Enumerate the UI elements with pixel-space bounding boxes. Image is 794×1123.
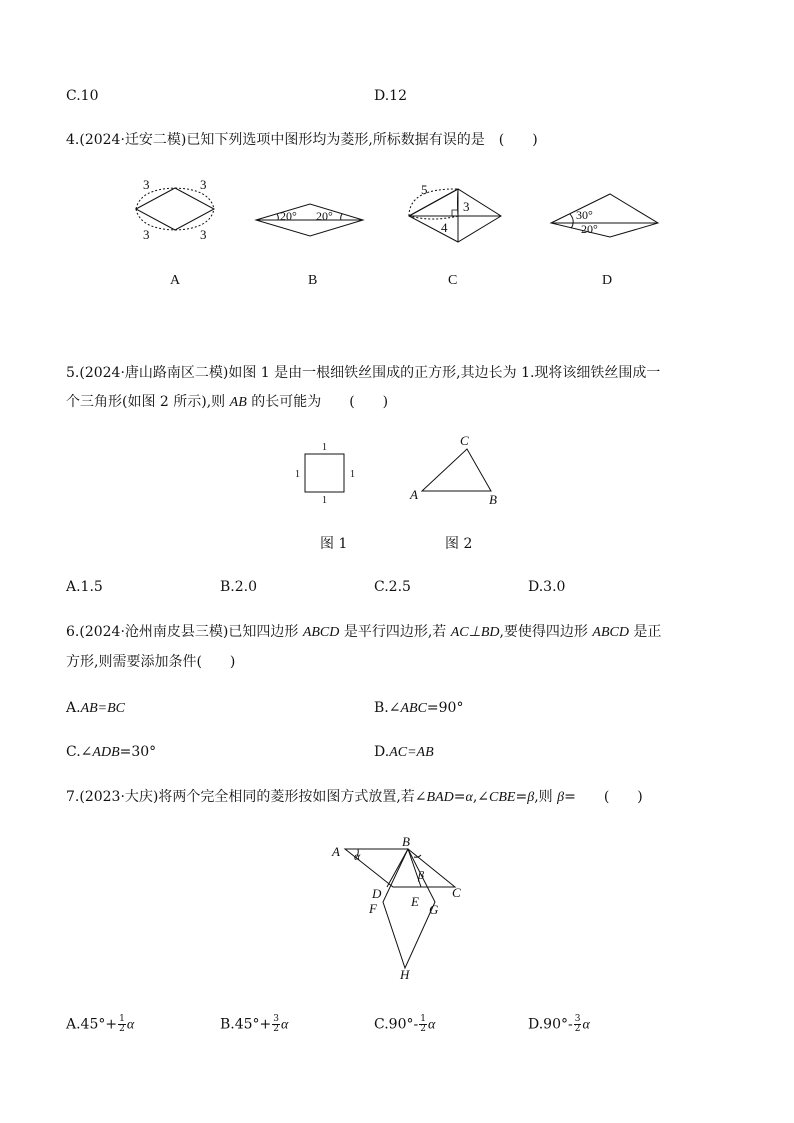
q7-angle-alpha: α (354, 849, 361, 863)
q6-option-a[interactable]: A.AB=BC (66, 700, 126, 716)
q6-option-b[interactable]: B.∠ABC=90° (374, 700, 464, 716)
q4-figure-d (548, 191, 663, 241)
q5-option-a[interactable]: A.1.5 (66, 579, 103, 595)
q4-figure-c (403, 178, 508, 248)
q4c-label-3: 3 (463, 199, 470, 214)
q5-option-d[interactable]: D.3.0 (528, 579, 566, 595)
q5-caption-fig1: 图 1 (320, 536, 348, 552)
q7-point-f: F (369, 901, 377, 916)
q6-option-d[interactable]: D.AC=AB (374, 744, 434, 760)
q7-option-a[interactable]: A.45°+ $\frac{1}{2}$ α (66, 1014, 135, 1034)
q4-caption-d: D (602, 273, 613, 288)
q7-angle-beta: β (418, 868, 424, 882)
q4b-angle-1: 20° (280, 209, 297, 223)
q5-vertex-b: B (489, 492, 497, 507)
q7-option-c[interactable]: C.90°- $\frac{1}{2}$ α (374, 1014, 436, 1034)
q7-point-e: E (411, 894, 419, 909)
q4a-label-4: 3 (200, 227, 207, 242)
q4c-label-4: 4 (441, 220, 448, 235)
q4a-label-3: 3 (143, 227, 150, 242)
q6-stem-line2: 方形,则需要添加条件( ) (66, 654, 236, 670)
option-d-prev: D.12 (374, 88, 407, 104)
q4-stem: 4.(2024·迁安二模)已知下列选项中图形均为菱形,所标数据有误的是 ( ) (66, 132, 538, 148)
q4-caption-b: B (308, 273, 318, 288)
option-c-prev: C.10 (66, 88, 99, 104)
q5-stem-line2: 个三角形(如图 2 所示),则 AB 的长可能为 ( ) (66, 394, 389, 410)
q4c-label-5: 5 (421, 182, 428, 197)
q4d-angle-20: 20° (581, 222, 598, 236)
q4b-angle-2: 20° (316, 209, 333, 223)
q4-figure-b (253, 193, 368, 243)
q5-square-right: 1 (350, 469, 355, 480)
q5-caption-fig2: 图 2 (445, 536, 473, 552)
q7-option-b[interactable]: B.45°+ $\frac{3}{2}$ α (220, 1014, 289, 1034)
q6-stem-line1: 6.(2024·沧州南皮县三模)已知四边形 ABCD 是平行四边形,若 AC⊥BD,要使得四边形 ABCD 是正 (66, 624, 662, 640)
q5-vertex-c: C (460, 433, 469, 448)
q6-option-c[interactable]: C.∠ADB=30° (66, 744, 157, 760)
q7-stem: 7.(2023·大庆)将两个完全相同的菱形按如图方式放置,若∠BAD=α,∠CBE=β,则 β= ( ) (66, 789, 643, 805)
q7-point-h: H (400, 967, 410, 982)
q5-option-b[interactable]: B.2.0 (220, 579, 258, 595)
q4a-label-1: 3 (143, 177, 150, 192)
q5-option-c[interactable]: C.2.5 (374, 579, 411, 595)
q7-point-b: B (402, 834, 410, 849)
q4-caption-a: A (170, 273, 181, 288)
q7-point-d: D (372, 886, 382, 901)
q5-figure-2-triangle (405, 430, 505, 510)
q5-vertex-a: A (410, 487, 418, 502)
q5-square-top: 1 (322, 442, 327, 453)
q5-square-left: 1 (295, 469, 300, 480)
q7-point-a: A (332, 844, 340, 859)
q7-point-c: C (452, 885, 461, 900)
q5-figure-1-square (290, 440, 360, 505)
q7-figure-rhombi (325, 832, 475, 982)
q7-option-d[interactable]: D.90°- $\frac{3}{2}$ α (528, 1014, 590, 1034)
q5-stem-line1: 5.(2024·唐山路南区二模)如图 1 是由一根细铁丝围成的正方形,其边长为 1.现将该细铁丝围成一 (66, 365, 661, 381)
q4d-angle-30: 30° (576, 208, 593, 222)
q5-square-bottom: 1 (322, 495, 327, 506)
q7-point-g: G (429, 902, 439, 917)
q4-figure-a (130, 175, 225, 245)
q4a-label-2: 3 (200, 177, 207, 192)
q4-caption-c: C (448, 273, 458, 288)
